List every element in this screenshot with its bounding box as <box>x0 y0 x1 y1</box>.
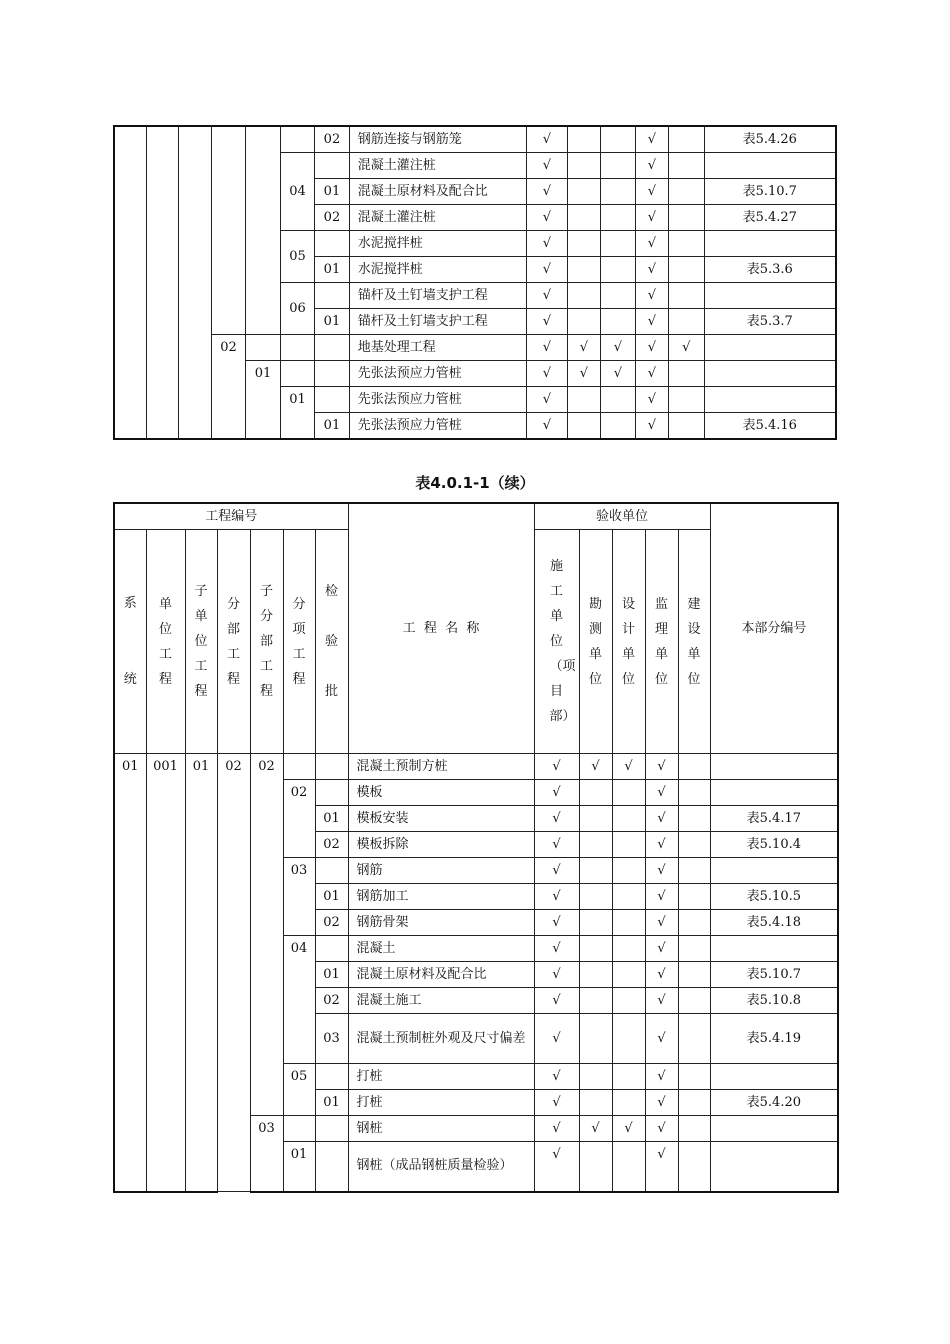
cell-check <box>612 780 645 806</box>
cell-check <box>678 858 710 884</box>
cell-item <box>280 335 314 361</box>
cell-batch: 02 <box>315 988 348 1014</box>
cell-ref <box>710 936 838 962</box>
cell-check: √ <box>534 884 579 910</box>
cell-check <box>669 205 704 231</box>
cell-division: 02 <box>211 335 245 440</box>
table-row <box>114 126 836 153</box>
cell-name: 先张法预应力管桩 <box>349 361 526 387</box>
cell-check: √ <box>645 1116 678 1142</box>
cell-ref: 表5.4.19 <box>710 1014 838 1064</box>
cell-batch: 02 <box>315 126 349 153</box>
cell-check <box>678 1116 710 1142</box>
cell-check <box>678 806 710 832</box>
cell-item <box>280 126 314 153</box>
header-project-name: 工 程 名 称 <box>348 503 534 754</box>
cell-ref: 表5.10.4 <box>710 832 838 858</box>
cell-batch: 01 <box>315 413 349 440</box>
cell-batch: 02 <box>315 205 349 231</box>
cell-check: √ <box>635 387 668 413</box>
cell-ref: 表5.4.17 <box>710 806 838 832</box>
cell-batch <box>315 1064 348 1090</box>
cell-check <box>579 806 612 832</box>
cell-check: √ <box>567 361 600 387</box>
cell-name: 混凝土施工 <box>348 988 534 1014</box>
cell-check <box>601 126 635 153</box>
cell-check <box>567 153 600 179</box>
header-division: 分部工程 <box>217 530 250 754</box>
cell-ref: 表5.10.8 <box>710 988 838 1014</box>
cell-item <box>280 361 314 387</box>
cell-check <box>669 361 704 387</box>
cell-check <box>567 387 600 413</box>
cell-check <box>601 309 635 335</box>
cell-name: 钢筋 <box>348 858 534 884</box>
cell-check: √ <box>645 936 678 962</box>
cell-batch <box>315 361 349 387</box>
cell-check: √ <box>534 1014 579 1064</box>
cell-check <box>601 179 635 205</box>
cell-check <box>669 309 704 335</box>
cell-check <box>678 936 710 962</box>
cell-check <box>612 1064 645 1090</box>
cell-check: √ <box>527 413 568 440</box>
header-item: 分项工程 <box>283 530 315 754</box>
cell-check <box>601 283 635 309</box>
cell-check <box>612 910 645 936</box>
cell-item: 05 <box>280 231 314 283</box>
cell-check <box>669 231 704 257</box>
cell-system: 01 <box>114 754 146 1192</box>
cell-check <box>678 884 710 910</box>
cell-check <box>579 780 612 806</box>
cell-division <box>211 126 245 335</box>
cell-check <box>612 858 645 884</box>
cell-check <box>567 257 600 283</box>
cell-check <box>567 231 600 257</box>
cell-ref <box>704 361 836 387</box>
cell-check <box>669 387 704 413</box>
cell-batch: 02 <box>315 832 348 858</box>
cell-check: √ <box>635 231 668 257</box>
cell-check: √ <box>534 832 579 858</box>
cell-check: √ <box>534 1116 579 1142</box>
cell-name: 模板安装 <box>348 806 534 832</box>
cell-item: 02 <box>283 780 315 858</box>
cell-batch <box>315 153 349 179</box>
cell-check <box>567 309 600 335</box>
cell-check: √ <box>635 205 668 231</box>
cell-ref <box>710 780 838 806</box>
cell-check: √ <box>645 832 678 858</box>
cell-check <box>567 179 600 205</box>
header-system: 系统 <box>114 530 146 754</box>
cell-name: 钢筋骨架 <box>348 910 534 936</box>
cell-check: √ <box>635 283 668 309</box>
cell-ref <box>704 231 836 257</box>
cell-item: 06 <box>280 283 314 335</box>
cell-check <box>579 858 612 884</box>
cell-system <box>114 126 146 439</box>
cell-ref <box>704 153 836 179</box>
cell-ref: 表5.4.16 <box>704 413 836 440</box>
cell-check <box>669 413 704 440</box>
cell-check <box>601 257 635 283</box>
cell-check <box>678 780 710 806</box>
cell-check: √ <box>645 988 678 1014</box>
cell-batch <box>315 387 349 413</box>
cell-check <box>669 153 704 179</box>
header-project-code: 工程编号 <box>114 503 348 530</box>
cell-check: √ <box>579 1116 612 1142</box>
cell-ref <box>704 335 836 361</box>
header-group-row <box>114 503 838 530</box>
cell-batch: 01 <box>315 1090 348 1116</box>
cell-check <box>579 910 612 936</box>
cell-check <box>612 1090 645 1116</box>
cell-check <box>567 126 600 153</box>
cell-check: √ <box>635 179 668 205</box>
cell-check <box>579 1064 612 1090</box>
cell-check <box>612 936 645 962</box>
cell-check: √ <box>612 754 645 780</box>
cell-check <box>678 832 710 858</box>
table-row <box>114 335 836 361</box>
cell-batch: 01 <box>315 309 349 335</box>
cell-item: 01 <box>283 1142 315 1192</box>
cell-check <box>567 205 600 231</box>
cell-check: √ <box>527 335 568 361</box>
cell-batch <box>315 754 348 780</box>
cell-batch: 01 <box>315 179 349 205</box>
cell-check <box>579 962 612 988</box>
cell-batch: 02 <box>315 910 348 936</box>
cell-check <box>579 1142 612 1192</box>
cell-check <box>678 988 710 1014</box>
cell-ref <box>710 1116 838 1142</box>
cell-name: 钢桩（成品钢桩质量检验） <box>348 1142 534 1192</box>
cell-ref <box>710 858 838 884</box>
main-table <box>113 502 839 1193</box>
cell-ref: 表5.4.26 <box>704 126 836 153</box>
cell-name: 地基处理工程 <box>349 335 526 361</box>
cell-name: 先张法预应力管桩 <box>349 413 526 440</box>
cell-ref: 表5.4.18 <box>710 910 838 936</box>
cell-batch: 01 <box>315 884 348 910</box>
cell-name: 钢筋连接与钢筋笼 <box>349 126 526 153</box>
cell-check <box>612 832 645 858</box>
header-survey: 勘测单位 <box>579 530 612 754</box>
cell-item: 03 <box>283 858 315 936</box>
cell-check: √ <box>645 910 678 936</box>
cell-check <box>579 1014 612 1064</box>
cell-check <box>612 806 645 832</box>
cell-check: √ <box>645 1014 678 1064</box>
cell-check <box>678 754 710 780</box>
cell-check: √ <box>567 335 600 361</box>
cell-check <box>579 884 612 910</box>
cell-item <box>283 754 315 780</box>
cell-check: √ <box>635 309 668 335</box>
table-caption: 表4.0.1-1（续） <box>415 474 535 492</box>
cell-check <box>678 910 710 936</box>
cell-check: √ <box>527 387 568 413</box>
cell-name: 混凝土预制方桩 <box>348 754 534 780</box>
cell-check <box>601 153 635 179</box>
cell-check <box>669 179 704 205</box>
cell-item <box>283 1116 315 1142</box>
cell-check: √ <box>527 309 568 335</box>
cell-batch: 01 <box>315 806 348 832</box>
cell-check: √ <box>527 361 568 387</box>
header-owner: 建设单位 <box>678 530 710 754</box>
cell-subunit: 01 <box>185 754 217 1192</box>
cell-subunit <box>179 126 211 439</box>
cell-check: √ <box>527 205 568 231</box>
cell-subdivision: 02 <box>250 754 283 1116</box>
cell-check: √ <box>612 1116 645 1142</box>
header-supervision: 监理单位 <box>645 530 678 754</box>
cell-ref: 表5.3.6 <box>704 257 836 283</box>
cell-division: 02 <box>217 754 250 1192</box>
cell-batch <box>315 936 348 962</box>
cell-name: 混凝土灌注桩 <box>349 205 526 231</box>
cell-name: 混凝土灌注桩 <box>349 153 526 179</box>
cell-check: √ <box>527 257 568 283</box>
cell-check <box>612 988 645 1014</box>
cell-name: 模板拆除 <box>348 832 534 858</box>
cell-name: 打桩 <box>348 1064 534 1090</box>
cell-subdivision <box>246 335 280 361</box>
cell-check: √ <box>635 153 668 179</box>
cell-check: √ <box>534 936 579 962</box>
cell-ref: 表5.4.20 <box>710 1090 838 1116</box>
cell-check <box>669 283 704 309</box>
cell-check <box>579 832 612 858</box>
cell-batch <box>315 1116 348 1142</box>
cell-subdivision <box>246 126 280 335</box>
cell-check: √ <box>534 806 579 832</box>
cell-ref: 表5.10.7 <box>710 962 838 988</box>
cell-check: √ <box>669 335 704 361</box>
cell-name: 混凝土原材料及配合比 <box>349 179 526 205</box>
cell-check <box>612 962 645 988</box>
cell-check <box>601 205 635 231</box>
cell-check: √ <box>645 858 678 884</box>
cell-ref: 表5.3.7 <box>704 309 836 335</box>
header-batch: 检验批 <box>315 530 348 754</box>
cell-name: 水泥搅拌桩 <box>349 257 526 283</box>
cell-name: 混凝土预制桩外观及尺寸偏差 <box>348 1014 534 1064</box>
cell-check: √ <box>635 361 668 387</box>
cell-batch: 03 <box>315 1014 348 1064</box>
cell-check: √ <box>534 988 579 1014</box>
header-unit-project: 单位工程 <box>146 530 185 754</box>
cell-check: √ <box>645 780 678 806</box>
cell-check: √ <box>534 754 579 780</box>
cell-ref <box>710 1142 838 1192</box>
header-construction: 施工单位（项目部） <box>534 530 579 754</box>
cell-name: 打桩 <box>348 1090 534 1116</box>
header-acceptance-unit: 验收单位 <box>534 503 710 530</box>
cell-check <box>678 1142 710 1192</box>
cell-check: √ <box>635 413 668 440</box>
cell-check: √ <box>534 1090 579 1116</box>
cell-item: 01 <box>280 387 314 440</box>
cell-check: √ <box>601 335 635 361</box>
cell-check: √ <box>527 153 568 179</box>
cell-check: √ <box>534 1142 579 1192</box>
cell-check: √ <box>527 231 568 257</box>
cell-check <box>601 413 635 440</box>
cell-subdivision: 03 <box>250 1116 283 1192</box>
cell-check: √ <box>527 179 568 205</box>
cell-batch: 01 <box>315 962 348 988</box>
header-sub-division: 子分部工程 <box>250 530 283 754</box>
cell-ref <box>704 283 836 309</box>
header-sub-unit: 子单位工程 <box>185 530 217 754</box>
cell-ref <box>710 754 838 780</box>
cell-name: 混凝土原材料及配合比 <box>348 962 534 988</box>
cell-check: √ <box>527 126 568 153</box>
cell-subdivision: 01 <box>246 361 280 440</box>
cell-check: √ <box>645 1064 678 1090</box>
cell-name: 模板 <box>348 780 534 806</box>
cell-batch <box>315 335 349 361</box>
cell-name: 锚杆及土钉墙支护工程 <box>349 283 526 309</box>
cell-check: √ <box>645 1090 678 1116</box>
cell-check: √ <box>635 335 668 361</box>
top-table <box>113 125 837 440</box>
cell-check: √ <box>645 806 678 832</box>
cell-check <box>669 126 704 153</box>
cell-check <box>612 884 645 910</box>
cell-batch: 01 <box>315 257 349 283</box>
cell-ref <box>710 1064 838 1090</box>
cell-batch <box>315 780 348 806</box>
cell-check: √ <box>645 1142 678 1192</box>
cell-check <box>678 1014 710 1064</box>
cell-check <box>601 387 635 413</box>
cell-check: √ <box>601 361 635 387</box>
cell-ref: 表5.10.5 <box>710 884 838 910</box>
cell-check: √ <box>645 884 678 910</box>
cell-check <box>567 283 600 309</box>
header-ref: 本部分编号 <box>710 503 838 754</box>
cell-unit: 001 <box>146 754 185 1192</box>
cell-name: 钢桩 <box>348 1116 534 1142</box>
cell-check <box>579 988 612 1014</box>
cell-check: √ <box>534 962 579 988</box>
cell-ref: 表5.10.7 <box>704 179 836 205</box>
cell-name: 水泥搅拌桩 <box>349 231 526 257</box>
cell-name: 锚杆及土钉墙支护工程 <box>349 309 526 335</box>
cell-check <box>669 257 704 283</box>
cell-check <box>579 1090 612 1116</box>
cell-unit <box>146 126 178 439</box>
cell-batch <box>315 283 349 309</box>
cell-item: 04 <box>283 936 315 1064</box>
header-design: 设计单位 <box>612 530 645 754</box>
cell-check: √ <box>534 858 579 884</box>
cell-check <box>612 1142 645 1192</box>
cell-check: √ <box>635 257 668 283</box>
cell-check: √ <box>645 754 678 780</box>
cell-check <box>612 1014 645 1064</box>
cell-check <box>567 413 600 440</box>
cell-check: √ <box>635 126 668 153</box>
table-row <box>114 754 838 780</box>
cell-name: 钢筋加工 <box>348 884 534 910</box>
cell-check <box>678 962 710 988</box>
cell-item: 05 <box>283 1064 315 1116</box>
cell-check: √ <box>645 962 678 988</box>
cell-batch <box>315 231 349 257</box>
cell-batch <box>315 858 348 884</box>
cell-check: √ <box>534 780 579 806</box>
cell-name: 混凝土 <box>348 936 534 962</box>
cell-ref: 表5.4.27 <box>704 205 836 231</box>
cell-batch <box>315 1142 348 1192</box>
cell-ref <box>704 387 836 413</box>
cell-check: √ <box>534 910 579 936</box>
cell-check: √ <box>579 754 612 780</box>
cell-check <box>678 1064 710 1090</box>
cell-name: 先张法预应力管桩 <box>349 387 526 413</box>
cell-item: 04 <box>280 153 314 231</box>
cell-check <box>579 936 612 962</box>
cell-check: √ <box>527 283 568 309</box>
cell-check <box>601 231 635 257</box>
cell-check: √ <box>534 1064 579 1090</box>
cell-check <box>678 1090 710 1116</box>
